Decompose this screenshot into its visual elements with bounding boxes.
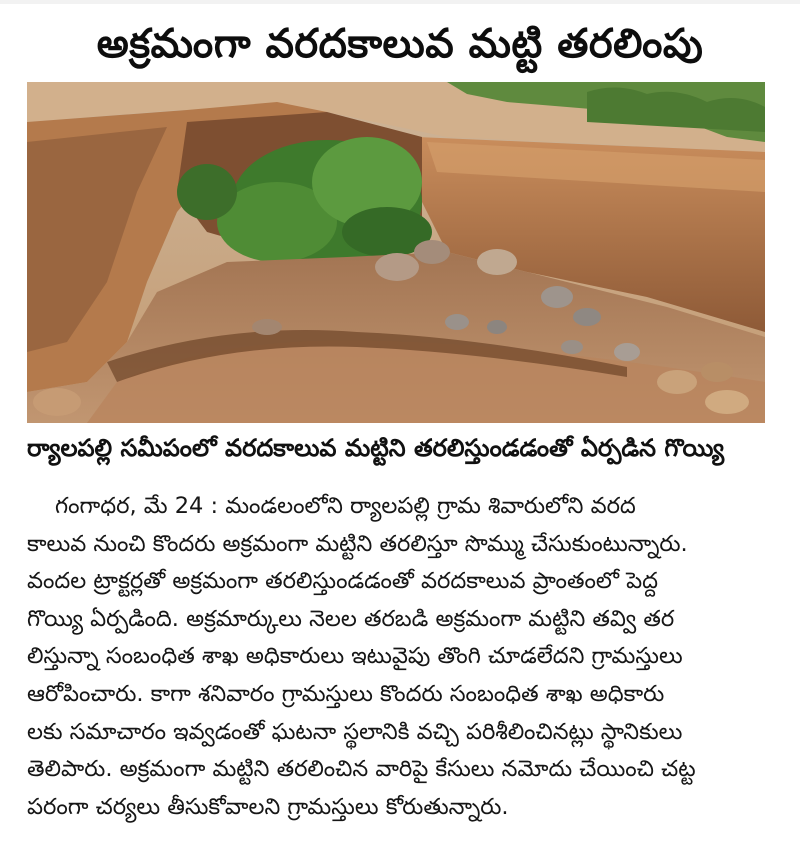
body-line-3: వందల ట్రాక్టర్లతో అక్రమంగా తరలిస్తుండడంతో వరదకాలువ ప్రాంతంలో పెద్ద	[27, 568, 659, 595]
body-line-7: లకు సమాచారం ఇవ్వడంతో ఘటనా స్థలానికి వచ్చి పరిశీలించినట్లు స్థానికులు	[27, 718, 683, 745]
body-line-6: ఆరోపించారు. కాగా శనివారం గ్రామస్తులు కొందరు సంబంధిత శాఖ అధికారు	[27, 680, 665, 707]
news-photo	[27, 82, 765, 423]
body-line-5: లిస్తున్నా సంబంధిత శాఖ అధికారులు ఇటువైపు తొంగి చూడలేదని గ్రామస్తులు	[27, 643, 683, 670]
article-body	[27, 488, 779, 826]
headline: అక్రమంగా వరదకాలువ మట్టి తరలింపు	[96, 21, 704, 67]
body-line-1: గంగాధర, మే 24 : మండలంలోని ర్యాలపల్లి గ్రామ శివారులోని వరద	[55, 493, 636, 519]
body-line-2: కాలువ నుంచి కొందరు అక్రమంగా మట్టిని తరలిస్తూ సొమ్ము చేసుకుంటున్నారు.	[27, 530, 688, 557]
excavated-pit-illustration	[27, 82, 765, 423]
top-divider	[0, 0, 800, 4]
photo-caption: ర్యాలపల్లి సమీపంలో వరదకాలువ మట్టిని తరలిస్తుండడంతో ఏర్పడిన గొయ్యి	[27, 434, 725, 462]
body-line-9: పరంగా చర్యలు తీసుకోవాలని గ్రామస్తులు కోరుతున్నారు.	[27, 793, 509, 820]
body-line-4: గొయ్యి ఏర్పడింది. అక్రమార్కులు నెలల తరబడి అక్రమంగా మట్టిని తవ్వి తర	[27, 605, 675, 632]
body-line-8: తెలిపారు. అక్రమంగా మట్టిని తరలించిన వారిపై కేసులు నమోదు చేయించి చట్ట	[27, 756, 696, 783]
